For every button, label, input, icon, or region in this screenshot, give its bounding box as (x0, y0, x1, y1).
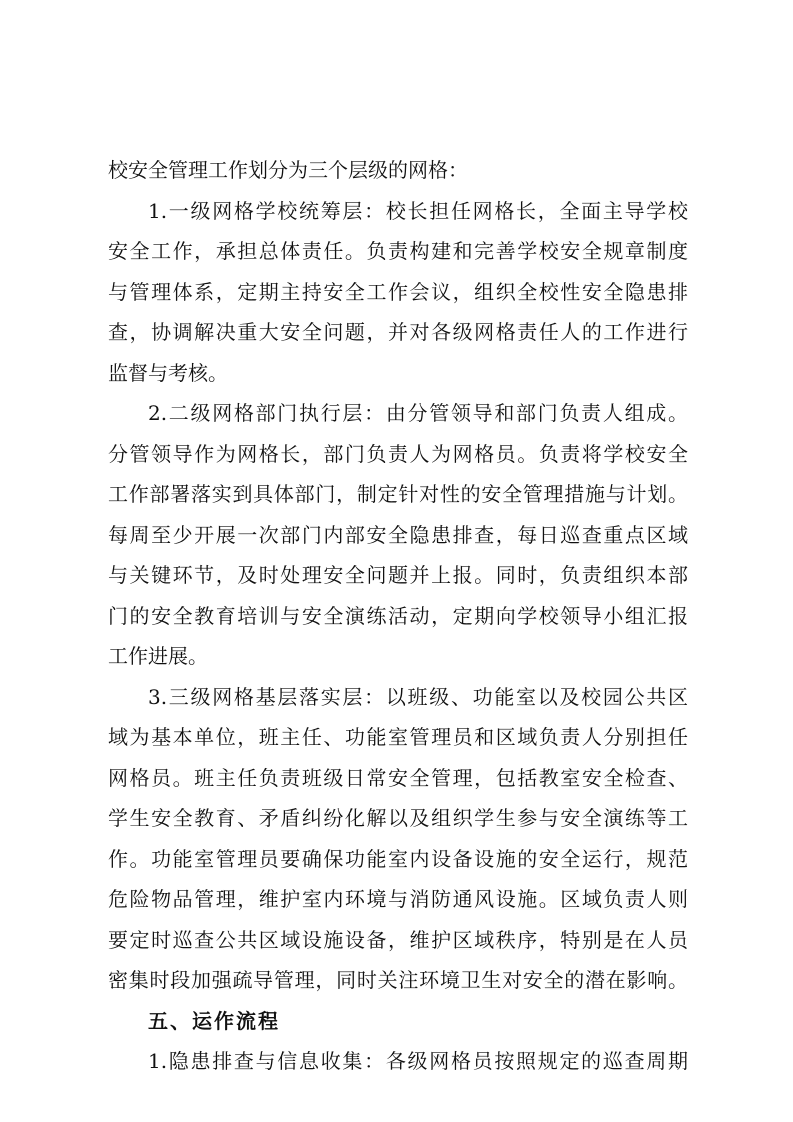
section-heading: 五、运作流程 (148, 1008, 280, 1033)
text-line: 工作进展。 (108, 644, 208, 668)
text-line: 危险物品管理，维护室内环境与消防通风设施。区域负责人则 (108, 887, 688, 911)
text-line: 1.隐患排查与信息收集：各级网格员按照规定的巡查周期 (148, 1049, 688, 1073)
text-line: 安全工作，承担总体责任。负责构建和完善学校安全规章制度 (108, 239, 688, 263)
text-line: 分管领导作为网格长，部门负责人为网格员。负责将学校安全 (108, 441, 688, 466)
paragraph-level-1 (108, 191, 688, 394)
text-line: 密集时段加强疏导管理，同时关注环境卫生对安全的潜在影响。 (108, 968, 688, 992)
text-line: 查，协调解决重大安全问题，并对各级网格责任人的工作进行 (108, 320, 688, 344)
text-line: 门的安全教育培训与安全演练活动，定期向学校领导小组汇报 (108, 603, 688, 628)
text-line: 每周至少开展一次部门内部安全隐患排查，每日巡查重点区域 (108, 522, 688, 547)
text-line: 要定时巡查公共区域设施设备，维护区域秩序，特别是在人员 (108, 927, 688, 952)
text-line: 作。功能室管理员要确保功能室内设备设施的安全运行，规范 (108, 846, 688, 871)
text-line: 2.二级网格部门执行层：由分管领导和部门负责人组成。 (148, 401, 688, 425)
paragraph-process-1 (108, 1041, 688, 1082)
text-line: 学生安全教育、矛盾纠纷化解以及组织学生参与安全演练等工 (108, 806, 688, 830)
document-body (108, 150, 688, 1082)
text-line: 与管理体系，定期主持安全工作会议，组织全校性安全隐患排 (108, 279, 688, 304)
paragraph-intro (108, 150, 688, 191)
text-line: 与关键环节，及时处理安全问题并上报。同时，负责组织本部 (108, 563, 688, 587)
text-line: 监督与考核。 (108, 360, 228, 385)
paragraph-level-2 (108, 393, 688, 677)
text-line: 3.三级网格基层落实层：以班级、功能室以及校园公共区 (148, 684, 688, 709)
text-line: 网格员。班主任负责班级日常安全管理，包括教室安全检查、 (108, 765, 688, 790)
text-line: 校安全管理工作划分为三个层级的网格： (108, 158, 468, 182)
text-line: 域为基本单位，班主任、功能室管理员和区域负责人分别担任 (108, 725, 688, 749)
paragraph-level-3 (108, 677, 688, 1001)
text-line: 1.一级网格学校统筹层：校长担任网格长，全面主导学校 (148, 198, 688, 223)
text-line: 工作部署落实到具体部门，制定针对性的安全管理措施与计划。 (108, 482, 688, 506)
